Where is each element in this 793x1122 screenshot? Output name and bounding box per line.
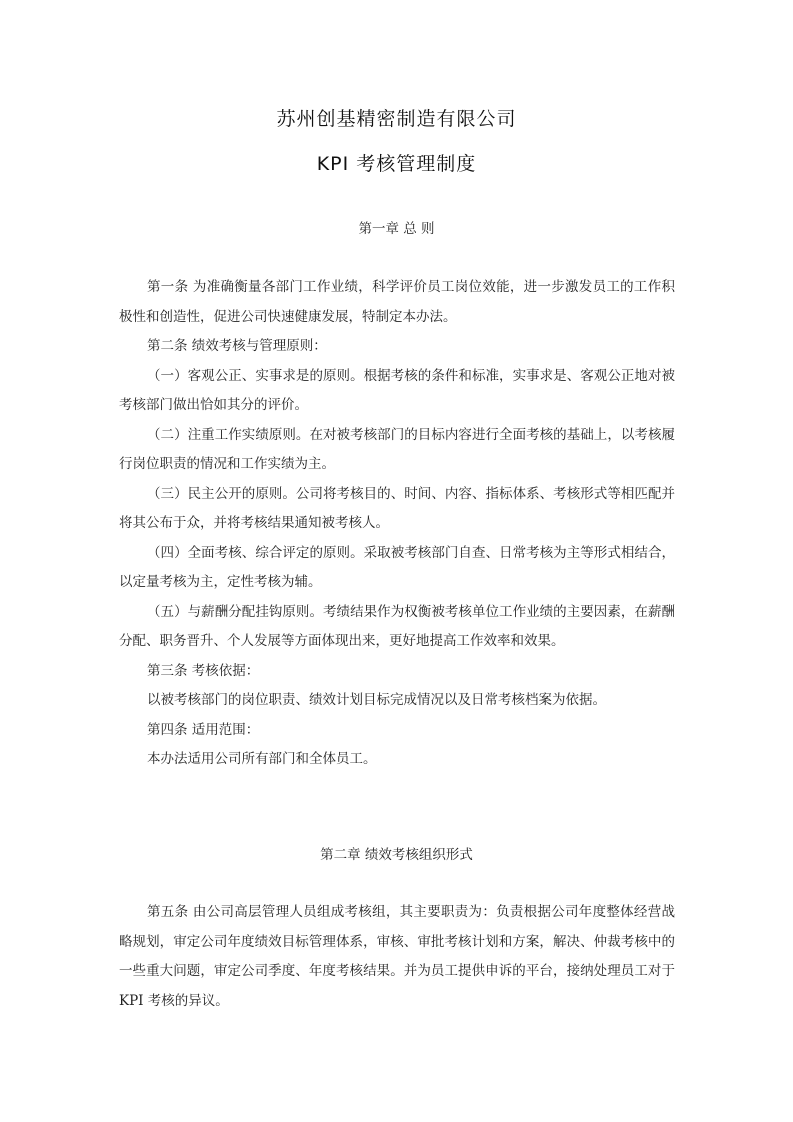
article-5: 第五条 由公司高层管理人员组成考核组，其主要职责为：负责根据公司年度整体经营战略规划，审定公司年度绩效目标管理体系，审核、审批考核计划和方案，解决、仲裁考核中的一些重大问题，审定公司季度、年度考核结果。并为员工提供申诉的平台，接纳处理员工对于 KPI 考核的异议。 [119,904,675,1009]
chapter-1-heading: 第一章 总 则 [358,221,435,237]
article-4-content: 本办法适用公司所有部门和全体员工。 [147,751,377,767]
principle-5: （五）与薪酬分配挂钩原则。考绩结果作为权衡被考核单位工作业绩的主要因素，在薪酬分配、职务晋升、个人发展等方面体现出来，更好地提高工作效率和效果。 [119,603,675,649]
chapter-2-heading: 第二章 绩效考核组织形式 [320,847,473,863]
principle-1: （一）客观公正、实事求是的原则。根据考核的条件和标准，实事求是、客观公正地对被考核部门做出恰如其分的评价。 [119,367,675,413]
chapter-1-body [119,273,675,775]
article-1: 第一条 为准确衡量各部门工作业绩，科学评价员工岗位效能，进一步激发员工的工作积极性和创造性，促进公司快速健康发展，特制定本办法。 [119,279,675,325]
article-4: 第四条 适用范围： [147,721,260,738]
document-title: KPI 考核管理制度 [316,153,477,175]
principle-4: （四）全面考核、综合评定的原则。采取被考核部门自查、日常考核为主等形式相结合，以定量考核为主，定性考核为辅。 [119,544,675,590]
principle-3: （三）民主公开的原则。公司将考核目的、时间、内容、指标体系、考核形式等相匹配并将其公布于众，并将考核结果通知被考核人。 [119,485,675,531]
article-2: 第二条 绩效考核与管理原则： [147,338,327,354]
chapter-2-body [119,898,675,1016]
article-3-content: 以被考核部门的岗位职责、绩效计划目标完成情况以及日常考核档案为依据。 [147,692,606,708]
principle-2: （二）注重工作实绩原则。在对被考核部门的目标内容进行全面考核的基础上，以考核履行岗位职责的情况和工作实绩为主。 [119,426,675,472]
company-name: 苏州创基精密制造有限公司 [276,108,517,130]
article-3: 第三条 考核依据： [147,662,260,679]
